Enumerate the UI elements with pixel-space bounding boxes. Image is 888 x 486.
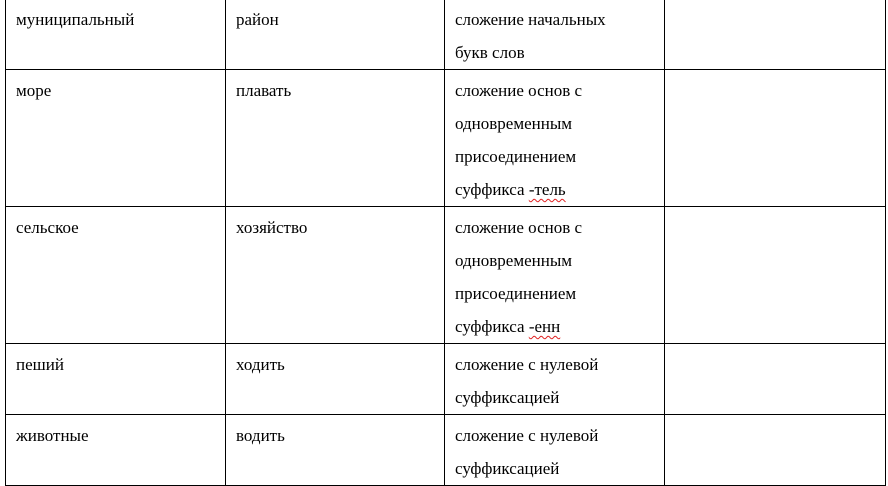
- table-row: [6, 70, 886, 207]
- word-formation-table: [5, 0, 886, 486]
- method-prefix: суффикса: [455, 317, 529, 336]
- method-line: одновременным: [455, 114, 573, 133]
- method-cell: [445, 207, 665, 344]
- method-line: суффиксацией: [455, 459, 560, 478]
- suffix-spellcheck-underlined: -тель: [528, 180, 566, 199]
- word1-cell: пеший: [6, 344, 226, 415]
- method-line: [455, 310, 654, 343]
- method-cell: [445, 344, 665, 415]
- extra-cell: [665, 207, 886, 344]
- method-line: сложение с нулевой: [455, 426, 599, 445]
- word2-cell: хозяйство: [226, 207, 445, 344]
- method-line: суффиксацией: [455, 388, 560, 407]
- word1-cell: море: [6, 70, 226, 207]
- table-row: [6, 0, 886, 70]
- extra-cell: [665, 415, 886, 486]
- method-line: букв слов: [455, 43, 525, 62]
- word2-cell: ходить: [226, 344, 445, 415]
- method-prefix: суффикса: [455, 180, 529, 199]
- word2-cell: район: [226, 0, 445, 70]
- word2-cell: водить: [226, 415, 445, 486]
- table-row: [6, 207, 886, 344]
- method-line: [455, 173, 654, 206]
- extra-cell: [665, 0, 886, 70]
- method-line: присоединением: [455, 147, 577, 166]
- word1-cell: сельское: [6, 207, 226, 344]
- table-row: [6, 344, 886, 415]
- method-cell: [445, 70, 665, 207]
- method-line: сложение основ с: [455, 81, 583, 100]
- extra-cell: [665, 70, 886, 207]
- method-cell: [445, 0, 665, 70]
- word2-cell: плавать: [226, 70, 445, 207]
- method-line: сложение с нулевой: [455, 355, 599, 374]
- method-line: присоединением: [455, 284, 577, 303]
- suffix-spellcheck-underlined: -енн: [528, 317, 561, 336]
- extra-cell: [665, 344, 886, 415]
- method-line: сложение основ с: [455, 218, 583, 237]
- table-row: [6, 415, 886, 486]
- word1-cell: муниципальный: [6, 0, 226, 70]
- method-line: сложение начальных: [455, 10, 606, 29]
- method-line: одновременным: [455, 251, 573, 270]
- method-cell: [445, 415, 665, 486]
- word1-cell: животные: [6, 415, 226, 486]
